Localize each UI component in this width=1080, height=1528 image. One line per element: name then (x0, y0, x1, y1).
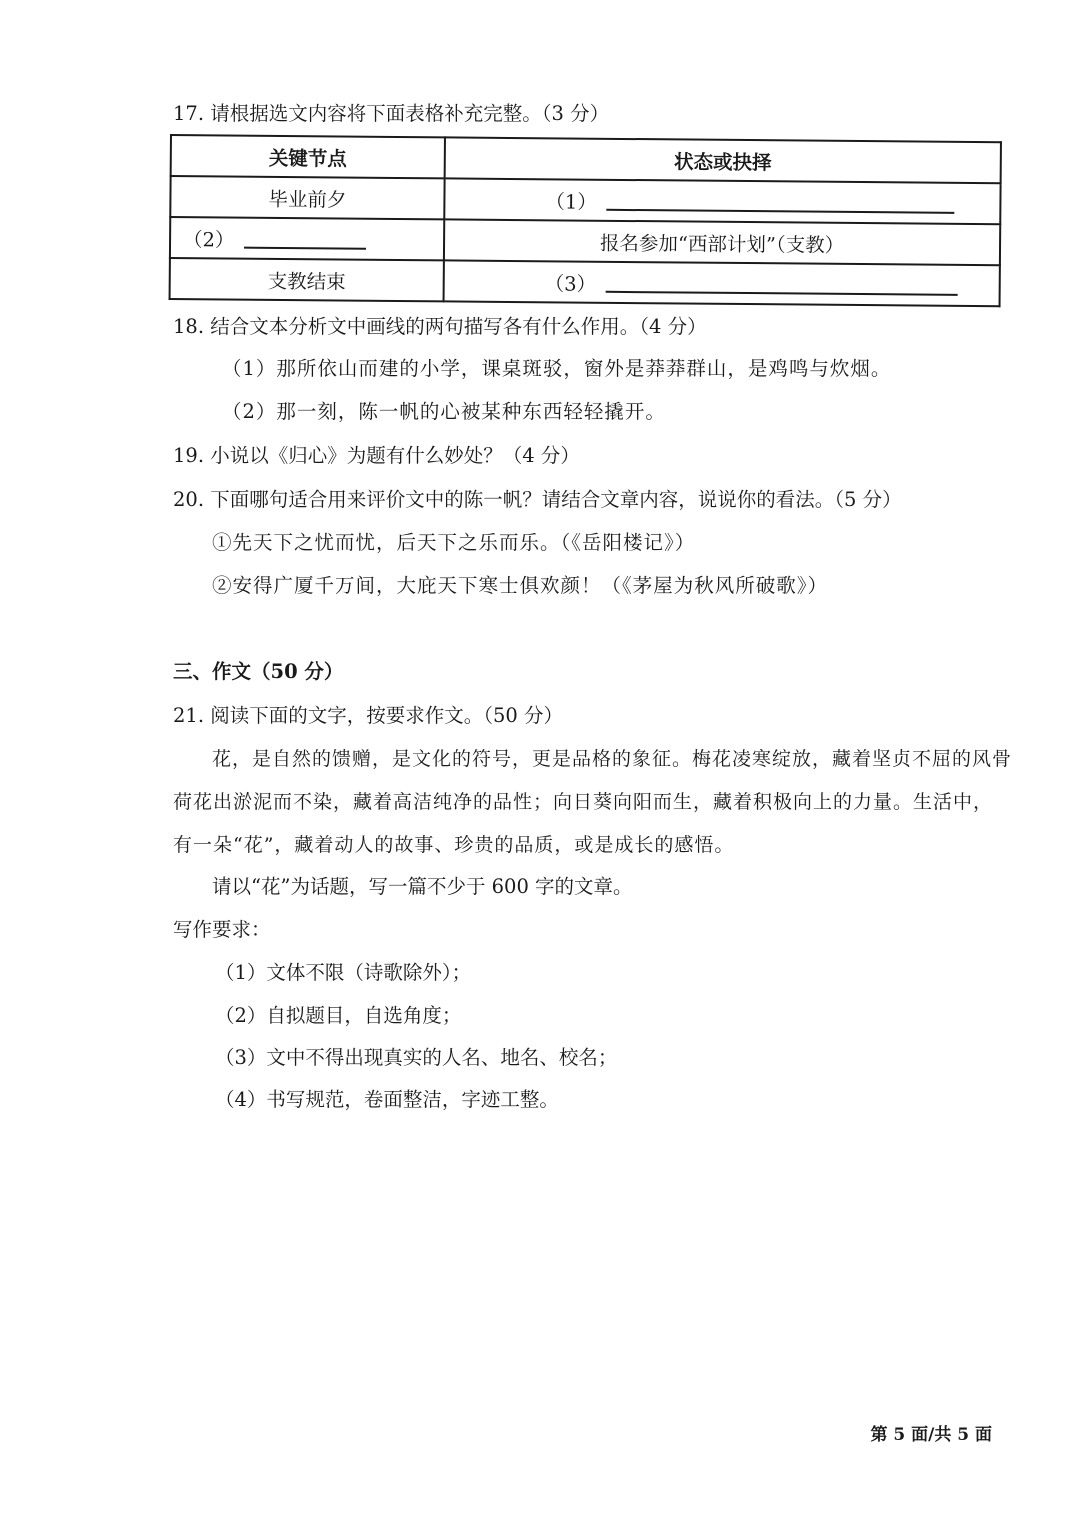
blank-2-marker: （2） (182, 227, 235, 252)
table-row (170, 176, 1000, 224)
q21-title: 21. 阅读下面的文字，按要求作文。（50 分） (173, 704, 563, 727)
writing-requirement-1: （1）文体不限（诗歌除外）； (215, 961, 472, 984)
table-cell-blank-3[interactable] (444, 260, 1000, 306)
table-cell-before-graduation: 毕业前夕 (170, 176, 444, 219)
table-header-key-node: 关键节点 (171, 135, 445, 178)
table-header-state-choice: 状态或抉择 (445, 137, 1001, 183)
table-cell-western-plan: 报名参加“西部计划”（支教） (444, 219, 1000, 265)
q18-title: 18. 结合文本分析文中画线的两句描写各有什么作用。（4 分） (173, 315, 707, 338)
q18-item-2: （2）那一刻，陈一帆的心被某种东西轻轻撬开。 (222, 400, 666, 423)
essay-prompt: 请以“花”为话题，写一篇不少于 600 字的文章。 (212, 875, 633, 898)
table-row (170, 258, 1000, 306)
table-row (170, 217, 1000, 265)
writing-requirement-3: （3）文中不得出现真实的人名、地名、校名； (215, 1046, 618, 1069)
q20-option-1: ①先天下之忧而忧，后天下之乐而乐。（《岳阳楼记》） (212, 531, 696, 554)
q20-option-2: ②安得广厦千万间，大庇天下寒士俱欢颜！（《茅屋为秋风所破歌》） (212, 574, 829, 597)
page-number: 第 5 面/共 5 面 (870, 1425, 992, 1445)
table-header-row (171, 135, 1001, 183)
q18-item-1: （1）那所依山而建的小学，课桌斑驳，窗外是莽莽群山，是鸡鸣与炊烟。 (222, 357, 892, 380)
q20-title: 20. 下面哪句适合用来评价文中的陈一帆？请结合文章内容，说说你的看法。（5 分） (173, 488, 902, 511)
table-cell-blank-2[interactable] (170, 217, 444, 260)
blank-1-line[interactable] (607, 190, 955, 213)
q17-table (169, 134, 1002, 307)
writing-requirement-4: （4）书写规范，卷面整洁，字迹工整。 (215, 1088, 559, 1111)
blank-1-marker: （1） (545, 189, 597, 214)
writing-requirements-title: 写作要求： (173, 918, 271, 941)
essay-material-para-3: 有一朵“花”，藏着动人的故事、珍贵的品质，或是成长的感悟。 (173, 834, 735, 856)
essay-material-para-2: 荷花出淤泥而不染，藏着高洁纯净的品性；向日葵向阳而生，藏着积极向上的力量。生活中， (173, 791, 994, 813)
essay-material-para-1: 花，是自然的馈赠，是文化的符号，更是品格的象征。梅花凌寒绽放，藏着坚贞不屈的风骨 (212, 748, 1013, 770)
q19-title: 19. 小说以《归心》为题有什么妙处？（4 分） (173, 444, 580, 467)
table-cell-teaching-ends: 支教结束 (170, 258, 444, 301)
section-3-heading: 三、作文（50 分） (173, 660, 344, 683)
blank-3-line[interactable] (606, 272, 958, 295)
writing-requirement-2: （2）自拟题目，自选角度； (215, 1004, 462, 1027)
table-cell-blank-1[interactable] (444, 178, 1000, 224)
q17-title: 17. 请根据选文内容将下面表格补充完整。（3 分） (173, 102, 610, 125)
blank-2-line[interactable] (244, 228, 366, 249)
blank-3-marker: （3） (544, 271, 597, 296)
